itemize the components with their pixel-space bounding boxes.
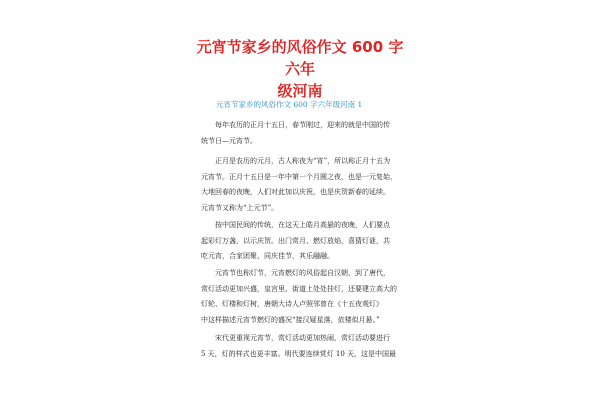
paragraph-line: 中这样描述元宵节燃灯的盛况“接汉疑星落，依楼似月悬。” bbox=[201, 315, 380, 324]
paragraph-line: 元宵节。正月十五日是一年中第一个月圆之夜，也是一元复始， bbox=[201, 172, 397, 181]
paragraph-5 bbox=[201, 331, 401, 362]
paragraph-3 bbox=[201, 218, 401, 265]
document-title bbox=[190, 36, 410, 102]
paragraph-4 bbox=[201, 266, 401, 328]
paragraph-line: 统节日—元宵节。 bbox=[201, 136, 257, 145]
section-heading: 元宵节家乡的风俗作文 600 字六年级河南 1 bbox=[216, 100, 363, 109]
paragraph-line: 按中国民间的传统，在这天上皓月高悬的夜晚，人们要点 bbox=[215, 221, 390, 229]
paragraph-1 bbox=[201, 118, 401, 149]
title-line-2: 级河南 bbox=[277, 82, 323, 100]
paragraph-line: 元宵节也称灯节，元宵燃灯的风俗起自汉朝，到了唐代， bbox=[215, 269, 390, 277]
paragraph-line: 起彩灯万盏，以示庆贺。出门赏月、燃灯放焰，喜猜灯谜，共 bbox=[201, 236, 390, 245]
paragraph-line: 每年农历的正月十五日，春节刚过，迎来的就是中国的传 bbox=[215, 121, 390, 129]
paragraph-line: 宋代更重视元宵节，赏灯活动更加热闹，赏灯活动要进行 bbox=[215, 334, 390, 342]
paragraph-line: 正月是农历的元月，古人称夜为“宵”，所以称正月十五为 bbox=[215, 157, 391, 165]
paragraph-line: 大地回春的夜晚，人们对此加以庆祝，也是庆贺新春的延续。 bbox=[201, 188, 390, 196]
paragraph-line: 吃元宵，合家团聚、同庆佳节，其乐融融。 bbox=[201, 252, 334, 260]
paragraph-line: 5 天，灯的样式也更丰富。明代要连续赏灯 10 天，这是中国最 bbox=[201, 349, 397, 358]
paragraph-2 bbox=[201, 154, 401, 216]
paragraph-line: 元宵节又称为“上元节”。 bbox=[201, 203, 279, 212]
paragraph-line: 赏灯活动更加兴盛，皇宫里、街道上处处挂灯，还要建立高大的 bbox=[201, 284, 397, 293]
title-line-1: 元宵节家乡的风俗作文 600 字六年 bbox=[196, 38, 404, 78]
paragraph-line: 灯轮、灯楼和灯树，唐朝大诗人卢照邻曾在《十五夜观灯》 bbox=[201, 300, 383, 308]
